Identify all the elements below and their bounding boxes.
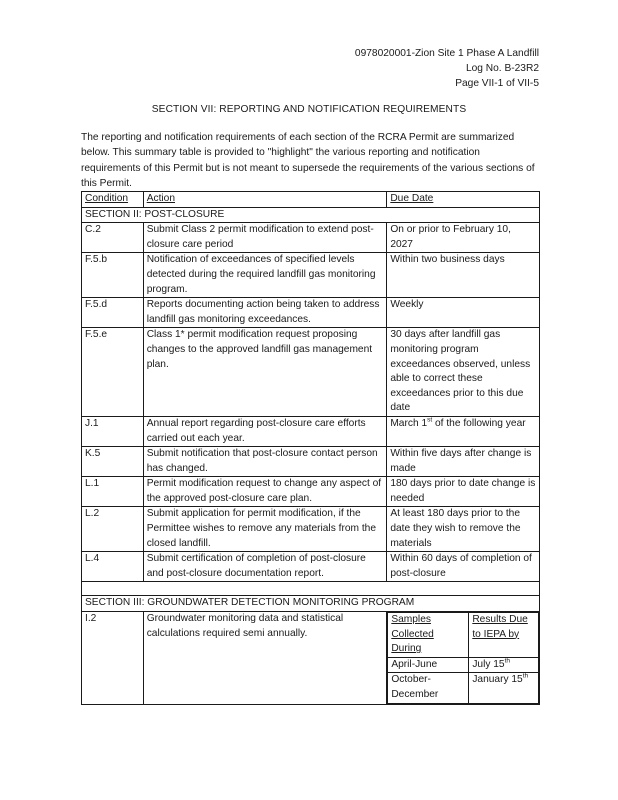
due-date-cell: On or prior to February 10, 2027: [387, 223, 540, 253]
action-cell: Reports documenting action being taken to address landfill gas monitoring exceedances.: [143, 298, 387, 328]
action-cell: Submit Class 2 permit modification to extend post-closure care period: [143, 223, 387, 253]
condition-cell: L.1: [82, 477, 144, 507]
table-row: [82, 447, 540, 477]
sample-period-cell: April-June: [388, 657, 469, 673]
due-date-cell: Within five days after change is made: [387, 447, 540, 477]
table-row: [82, 328, 540, 417]
table-row: [82, 416, 540, 446]
sampling-row: [388, 657, 539, 673]
header-condition-label: Condition: [85, 193, 129, 204]
sampling-schedule-table: [387, 612, 539, 704]
action-cell: Submit certification of completion of post-closure and post-closure documentation report.: [143, 552, 387, 582]
header-log-number: Log No. B-23R2: [465, 63, 539, 75]
sampling-row: [388, 673, 539, 703]
ordinal-suffix: th: [504, 657, 511, 665]
header-site-name: 0978020001-Zion Site 1 Phase A Landfill: [354, 48, 539, 59]
table-row: [82, 298, 540, 328]
due-date-cell: At least 180 days prior to the date they wish to remove the materials: [387, 507, 540, 552]
due-date-text: of the following year: [432, 417, 526, 429]
action-cell: Annual report regarding post-closure care efforts carried out each year.: [143, 416, 387, 446]
condition-cell: F.5.b: [82, 253, 144, 298]
condition-cell: F.5.e: [82, 328, 144, 417]
table-header-row: [82, 192, 540, 208]
header-due-label: Due Date: [390, 193, 434, 204]
requirements-table: [81, 191, 540, 705]
condition-cell: K.5: [82, 447, 144, 477]
section-iii-heading: SECTION III: GROUNDWATER DETECTION MONITORING PROGRAM: [82, 596, 540, 612]
condition-cell: I.2: [82, 612, 144, 705]
sample-period-cell: October-December: [388, 673, 469, 703]
results-due-date: July 15: [472, 658, 505, 670]
due-date-cell: Within two business days: [387, 253, 540, 298]
action-cell: Permit modification request to change any aspect of the approved post-closure care plan.: [143, 477, 387, 507]
header-page-number: Page VII-1 of VII-5: [455, 78, 539, 90]
action-cell: Class 1* permit modification request proposing changes to the approved landfill gas management plan.: [143, 328, 387, 417]
action-cell: Submit application for permit modification, if the Permittee wishes to remove any materials from the closed landfill.: [143, 507, 387, 552]
results-due-header: [469, 613, 539, 658]
table-row: [82, 507, 540, 552]
condition-cell: C.2: [82, 223, 144, 253]
due-date-cell: [387, 612, 540, 705]
action-cell: Groundwater monitoring data and statistical calculations required semi annually.: [143, 612, 387, 705]
table-row: [82, 253, 540, 298]
condition-cell: L.4: [82, 552, 144, 582]
sampling-header-row: [388, 613, 539, 658]
table-row: [82, 477, 540, 507]
samples-collected-label: Samples Collected During: [391, 614, 434, 655]
spacer-cell: [82, 582, 540, 596]
intro-paragraph: The reporting and notification requirements of each section of the RCRA Permit are summarized below. This summary table is provided to "highlight" the various reporting and notification requirements of this Permit but is not meant to supersede the requirements of the various sections of this Permit.: [81, 132, 535, 189]
condition-cell: J.1: [82, 416, 144, 446]
due-date-cell: 30 days after landfill gas monitoring program exceedances observed, unless able to correct these exceedances prior to this due date: [387, 328, 540, 417]
section-title: SECTION VII: REPORTING AND NOTIFICATION REQUIREMENTS: [151, 104, 467, 115]
samples-collected-header: [388, 613, 469, 658]
due-date-cell: 180 days prior to date change is needed: [387, 477, 540, 507]
due-date-cell: Within 60 days of completion of post-closure: [387, 552, 540, 582]
table-row: [82, 223, 540, 253]
due-date-cell: Weekly: [387, 298, 540, 328]
condition-cell: F.5.d: [82, 298, 144, 328]
due-date-text: March 1: [390, 417, 428, 429]
condition-cell: L.2: [82, 507, 144, 552]
due-date-cell: [387, 416, 540, 446]
results-due-label: Results Due to IEPA by: [472, 614, 528, 640]
table-row: [82, 612, 540, 705]
section-row: [82, 596, 540, 612]
action-cell: Submit notification that post-closure contact person has changed.: [143, 447, 387, 477]
ordinal-suffix: th: [522, 673, 529, 681]
header-condition: [82, 192, 144, 208]
header-action-label: Action: [146, 193, 176, 204]
action-cell: Notification of exceedances of specified levels detected during the required landfill gas monitoring program.: [143, 253, 387, 298]
header-due-date: [387, 192, 540, 208]
results-due-cell: [469, 673, 539, 703]
section-row: [82, 207, 540, 223]
document-header: [355, 46, 539, 92]
results-due-date: January 15: [472, 674, 523, 686]
results-due-cell: [469, 657, 539, 673]
section-ii-heading: SECTION II: POST-CLOSURE: [82, 207, 540, 223]
header-action: [143, 192, 387, 208]
ordinal-suffix: st: [427, 416, 433, 424]
spacer-row: [82, 582, 540, 596]
table-row: [82, 552, 540, 582]
